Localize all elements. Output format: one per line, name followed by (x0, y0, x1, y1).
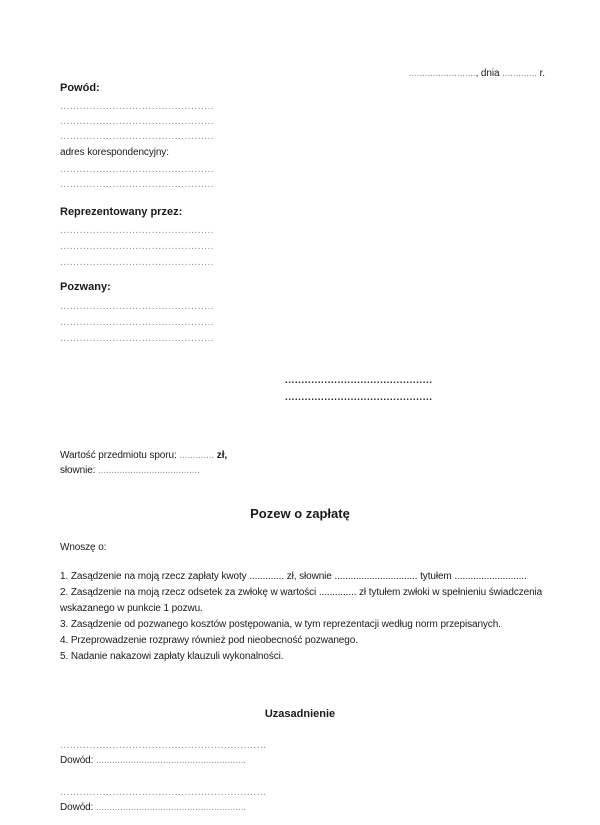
court-fill-line: ............................................. (285, 392, 433, 403)
date-place-dots: ......................... (408, 68, 476, 79)
petition-line: 1. Zasądzenie na moją rzecz zapłaty kwoty ............. zł, słownie ............................... tytułem ........................... (60, 571, 527, 582)
plaintiff-label: Powód: (60, 82, 100, 94)
dispute-value-in-words-line (60, 464, 200, 477)
dispute-value-line (60, 449, 227, 462)
justification-heading: Uzasadnienie (264, 708, 336, 720)
defendant-fill-line: ............................................... (60, 301, 215, 312)
justification-fill-line: ............................................................... (60, 740, 267, 751)
plaintiff-fill-line: ............................................... (60, 131, 215, 142)
petition-line: 3. Zasądzenie od pozwanego kosztów postępowania, w tym reprezentacji według norm przepisanych. (60, 619, 501, 630)
evidence-dots: ........................................................ (96, 755, 246, 766)
address-fill-line: ............................................... (60, 164, 215, 175)
represented-by-label: Reprezentowany przez: (60, 206, 183, 218)
representative-fill-line: ............................................... (60, 241, 215, 252)
correspondence-address-label: adres korespondencyjny: (60, 147, 169, 158)
representative-fill-line: ............................................... (60, 225, 215, 236)
petition-line: wskazanego w punkcie 1 pozwu. (60, 603, 203, 614)
date-word: , dnia (475, 68, 503, 79)
evidence-line (60, 801, 246, 814)
in-words-label: słownie: (60, 465, 99, 476)
justification-fill-line: ............................................................... (60, 787, 267, 798)
defendant-fill-line: ............................................... (60, 317, 215, 328)
defendant-fill-line: ............................................... (60, 333, 215, 344)
dispute-value-dots: ............. (179, 450, 215, 461)
evidence-label: Dowód: (60, 802, 96, 813)
petition-line: 2. Zasądzenie na moją rzecz odsetek za zwłokę w wartości .............. zł tytułem zwłoki w spełnieniu świadczenia (60, 587, 543, 598)
evidence-line (60, 754, 246, 767)
dispute-value-label: Wartość przedmiotu sporu: (60, 450, 180, 461)
petition-line: 5. Nadanie nakazowi zapłaty klauzuli wykonalności. (60, 651, 284, 662)
court-fill-line: ............................................. (285, 375, 433, 386)
date-day-dots: ............. (502, 68, 537, 79)
defendant-label: Pozwany: (60, 281, 111, 293)
plaintiff-fill-line: ............................................... (60, 101, 215, 112)
plaintiff-fill-line: ............................................... (60, 116, 215, 127)
evidence-label: Dowód: (60, 755, 96, 766)
in-words-dots: ...................................... (98, 465, 200, 476)
petition-line: 4. Przeprowadzenie rozprawy również pod nieobecność pozwanego. (60, 635, 358, 646)
date-year-suffix: r. (536, 68, 545, 79)
evidence-dots: ........................................................ (96, 802, 246, 813)
dispute-value-currency: zł, (214, 450, 228, 461)
petition-intro: Wnoszę o: (60, 542, 107, 553)
representative-fill-line: ............................................... (60, 257, 215, 268)
document-title: Pozew o zapłatę (250, 506, 350, 521)
date-line (409, 67, 545, 80)
address-fill-line: ............................................... (60, 179, 215, 190)
